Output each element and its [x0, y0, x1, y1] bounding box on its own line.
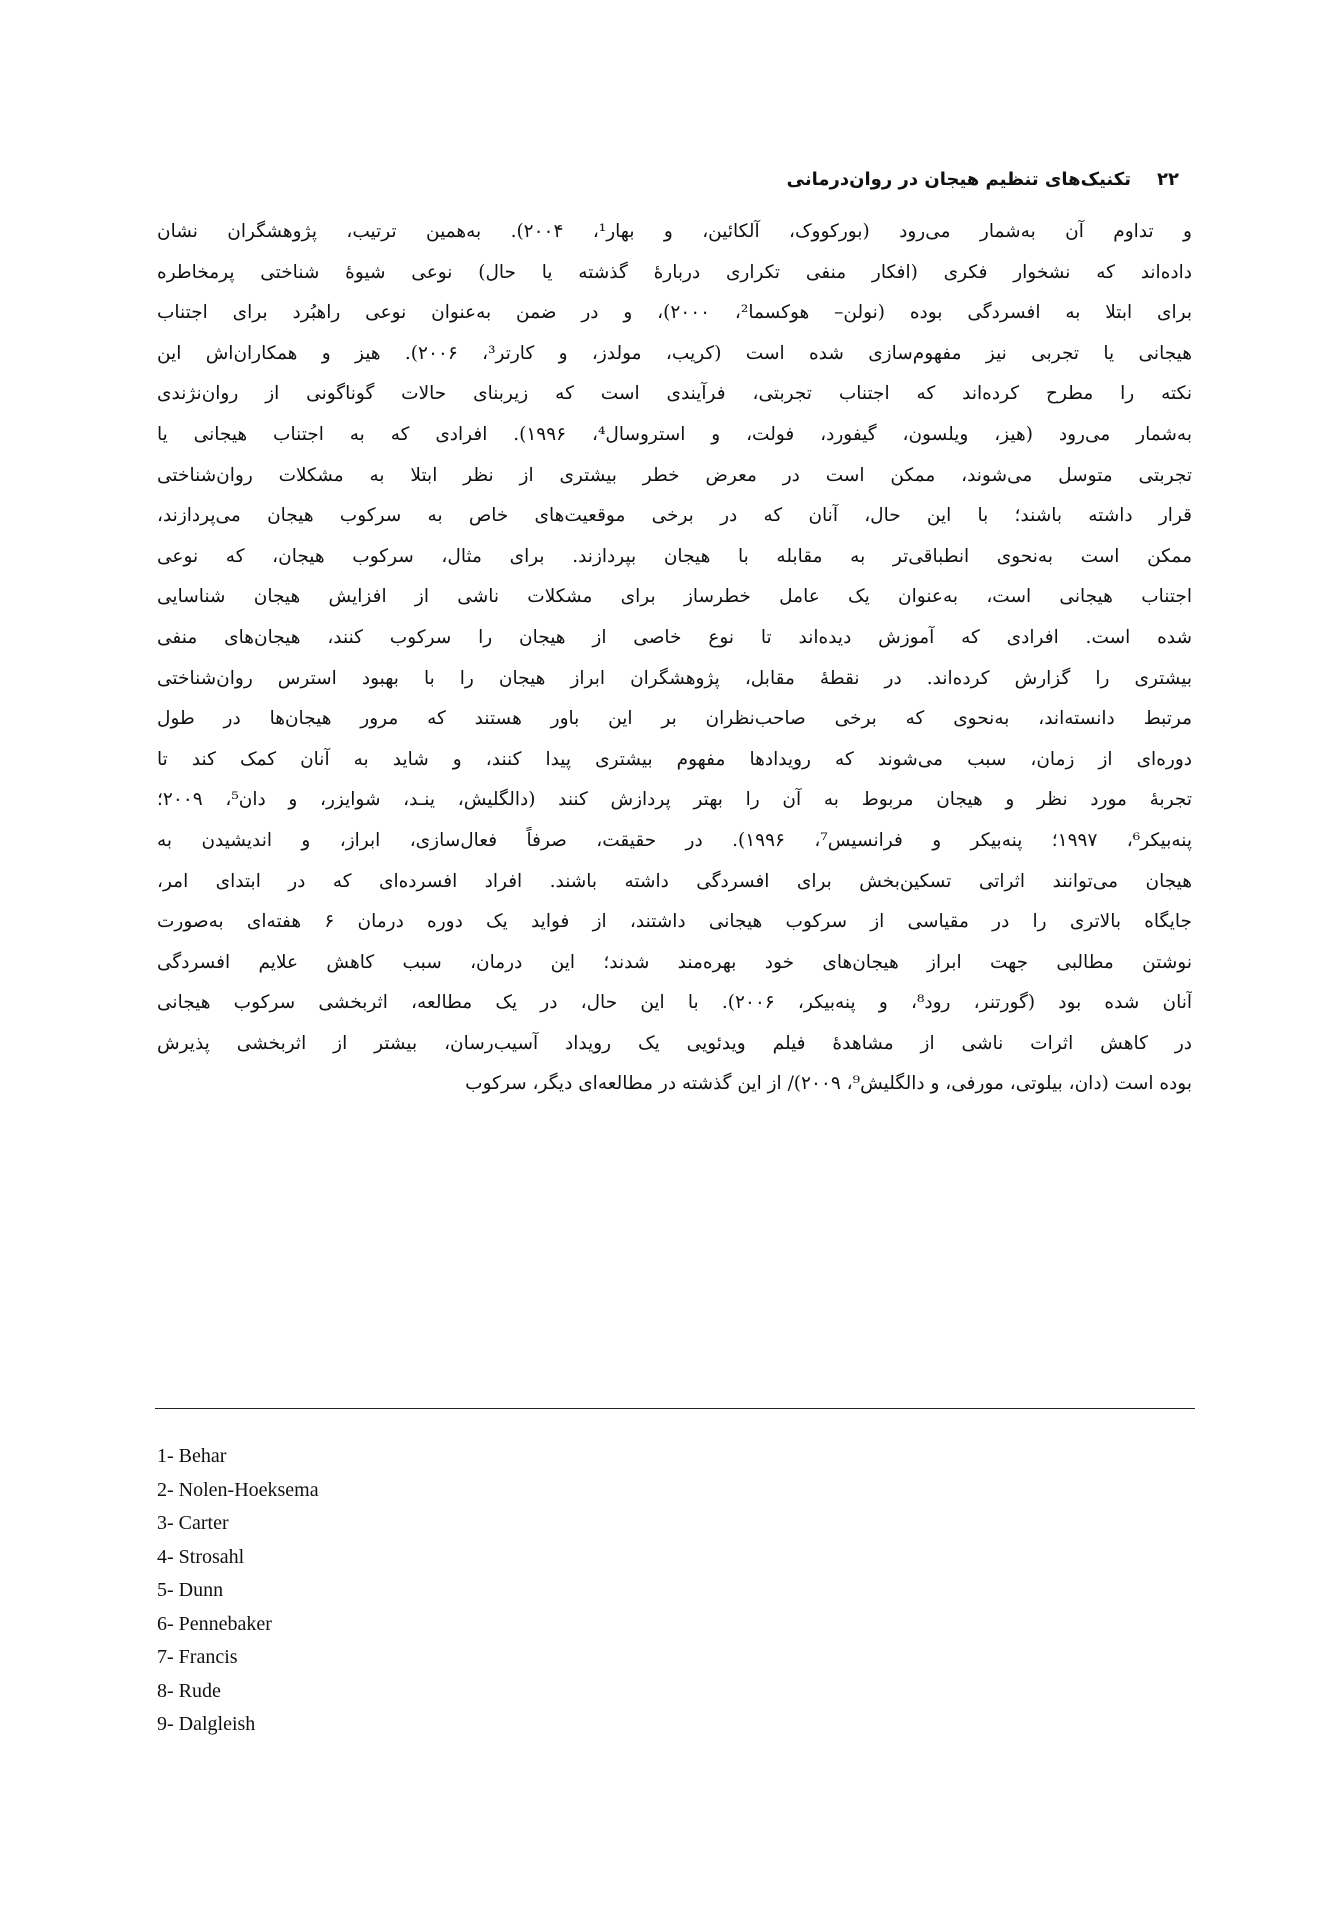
footnote-item: 8- Rude — [157, 1679, 221, 1702]
body-line: بیشتری را گزارش کرده‌اند. در نقطهٔ مقابل، پژوهشگران ابراز هیجان را با بهبود استرس روان‌شناختی — [157, 667, 1192, 689]
footnote-separator — [155, 1408, 1195, 1409]
body-line: پنه‌بیکر⁶، ۱۹۹۷؛ پنه‌بیکر و فرانسیس⁷، ۱۹۹۶). در حقیقت، صرفاً فعال‌سازی، ابراز، و اندیشیدن به — [157, 829, 1192, 851]
body-line: ممکن است به‌نحوی انطباقی‌تر به مقابله با هیجان بپردازند. برای مثال، سرکوب هیجان، که نوعی — [157, 545, 1192, 567]
footnote-item: 1- Behar — [157, 1445, 227, 1467]
body-line: به‌شمار می‌رود (هیز، ویلسون، گیفورد، فولت، و استروسال⁴، ۱۹۹۶). افرادی که به اجتناب هیجانی یا — [157, 423, 1192, 445]
footnote-item: 7- Francis — [157, 1646, 238, 1668]
body-text — [157, 212, 1192, 1105]
running-header — [155, 160, 1179, 200]
body-line: نکته را مطرح کرده‌اند که اجتناب تجربتی، فرآیندی است که زیربنای حالات گوناگونی از روان‌نژندی — [157, 383, 1192, 405]
body-line: قرار داشته باشند؛ با این حال، آنان که در برخی موقعیت‌های خاص به سرکوب هیجان می‌پردازند، — [157, 505, 1192, 527]
body-line: تجربتی متوسل می‌شوند، ممکن است در معرض خطر بیشتری از نظر ابتلا به مشکلات روان‌شناختی — [157, 464, 1192, 486]
body-line: داده‌اند که نشخوار فکری (افکار منفی تکراری دربارهٔ گذشته یا حال) نوعی شیوهٔ شناختی پرمخاطره — [157, 261, 1192, 283]
body-line: هیجانی یا تجربی نیز مفهوم‌سازی شده است (کریب، مولدز، و کارتر³، ۲۰۰۶). هیز و همکاران‌اش این — [157, 342, 1192, 364]
body-line: جایگاه بالاتری را در مقیاسی از سرکوب هیجانی داشتند، از فواید یک دوره درمان ۶ هفته‌ای به‌صورت — [157, 911, 1192, 933]
footnote-item: 5- Dunn — [157, 1579, 224, 1601]
footnote-item: 6- Pennebaker — [157, 1612, 272, 1635]
footnote-item: 9- Dalgleish — [157, 1713, 256, 1735]
running-title: تکنیک‌های تنظیم هیجان در روان‌درمانی — [786, 169, 1132, 190]
body-line: آنان شده بود (گورتنر، رود⁸، و پنه‌بیکر، ۲۰۰۶). با این حال، در یک مطالعه، اثربخشی سرکوب هیجانی — [157, 992, 1192, 1014]
footnote-item: 2- Nolen-Hoeksema — [157, 1478, 319, 1501]
body-line: شده است. افرادی که آموزش دیده‌اند تا نوع خاصی از هیجان را سرکوب کنند، هیجان‌های منفی — [157, 626, 1192, 648]
body-line: هیجان می‌توانند اثراتی تسکین‌بخش برای افسردگی داشته باشند. افراد افسرده‌ای که در ابتدای امر، — [157, 870, 1192, 892]
body-line: اجتناب هیجانی است، به‌عنوان یک عامل خطرساز برای مشکلات ناشی از افزایش هیجان شناسایی — [157, 586, 1192, 608]
footnote-item: 3- Carter — [157, 1512, 229, 1534]
footnotes-list — [157, 1440, 657, 1742]
footnote-item: 4- Strosahl — [157, 1545, 245, 1568]
body-line: در کاهش اثرات ناشی از مشاهدهٔ فیلم ویدئویی یک رویداد آسیب‌رسان، بیشتر از اثربخشی پذیرش — [157, 1032, 1192, 1054]
body-line: برای ابتلا به افسردگی بوده (نولن– هوکسما²، ۲۰۰۰)، و در ضمن به‌عنوان نوعی راهبُرد برای اجتناب — [157, 302, 1192, 324]
body-line: بوده است (دان، بیلوتی، مورفی، و دالگلیش⁹، ۲۰۰۹)/ از این گذشته در مطالعه‌ای دیگر، سرکوب — [465, 1073, 1192, 1095]
body-line: مرتبط دانسته‌اند، به‌نحوی که برخی صاحب‌نظران بر این باور هستند که مرور هیجان‌ها در طول — [157, 708, 1192, 730]
page-number: ۲۲ — [1157, 169, 1179, 190]
body-line: و تداوم آن به‌شمار می‌رود (بورکووک، آلکائین، و بهار¹، ۲۰۰۴). به‌همین ترتیب، پژوهشگران نشان — [157, 221, 1192, 242]
body-line: دوره‌ای از زمان، سبب می‌شوند که رویدادها مفهوم بیشتری پیدا کنند، و شاید به آنان کمک کند تا — [157, 748, 1192, 770]
body-line: نوشتن مطالبی جهت ابراز هیجان‌های خود بهره‌مند شدند؛ این درمان، سبب کاهش علایم افسردگی — [157, 951, 1192, 973]
body-line: تجربهٔ مورد نظر و هیجان مربوط به آن را بهتر پردازش کنند (دالگلیش، ینـد، شوایزر، و دان⁵، ۲۰۰۹؛ — [157, 789, 1192, 811]
